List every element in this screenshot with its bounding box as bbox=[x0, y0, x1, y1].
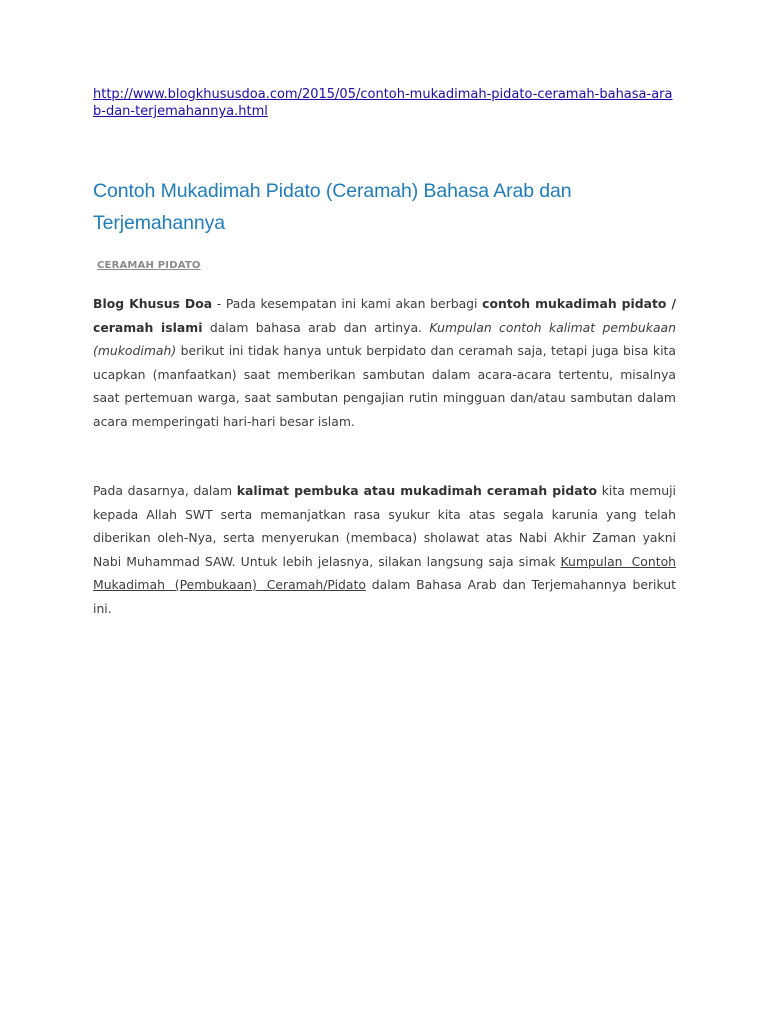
emphasis-text: kalimat pembuka atau mukadimah ceramah pidato bbox=[236, 483, 598, 498]
body-paragraph bbox=[93, 479, 676, 620]
blog-name: Blog Khusus Doa bbox=[93, 296, 213, 311]
emphasis-text: contoh mukadimah pidato / ceramah islami bbox=[93, 296, 676, 335]
source-url-link[interactable]: http://www.blogkhususdoa.com/2015/05/contoh-mukadimah-pidato-ceramah-bahasa-arab-dan-terjemahannya.html bbox=[93, 87, 673, 119]
paragraph-text: dalam Bahasa Arab dan Terjemahannya berikut ini. bbox=[93, 577, 677, 616]
paragraph-text: Pada dasarnya, dalam bbox=[93, 483, 237, 498]
italic-text: Kumpulan contoh kalimat pembukaan (mukodimah) bbox=[93, 319, 676, 358]
paragraph-text: - Pada kesempatan ini kami akan berbagi bbox=[212, 296, 483, 311]
document-page bbox=[93, 86, 676, 620]
category-label-link[interactable]: CERAMAH PIDATO bbox=[97, 260, 201, 271]
intro-paragraph bbox=[93, 292, 676, 433]
paragraph-text: dalam bahasa arab dan artinya. bbox=[202, 319, 430, 335]
kumpulan-contoh-link[interactable]: Kumpulan Contoh Mukadimah (Pembukaan) Ceramah/Pidato bbox=[93, 553, 676, 592]
paragraph-text: berikut ini tidak hanya untuk berpidato dan ceramah saja, tetapi juga bisa kita ucapkan (manfaatkan) saat memberikan sambutan dalam acara-acara tertentu, misalnya saat pertemuan warga, saat sambutan pengajian rutin mingguan dan/atau sambutan dalam acara memperingati hari-hari besar islam. bbox=[93, 343, 676, 429]
paragraph-text: kita memuji kepada Allah SWT serta memanjatkan rasa syukur kita atas segala karunia yang telah diberikan oleh-Nya, serta menyerukan (membaca) sholawat atas Nabi Akhir Zaman yakni Nabi Muhammad SAW. Untuk lebih jelasnya, silakan langsung saja simak bbox=[93, 483, 676, 569]
article-title: Contoh Mukadimah Pidato (Ceramah) Bahasa Arab dan Terjemahannya bbox=[93, 180, 572, 234]
